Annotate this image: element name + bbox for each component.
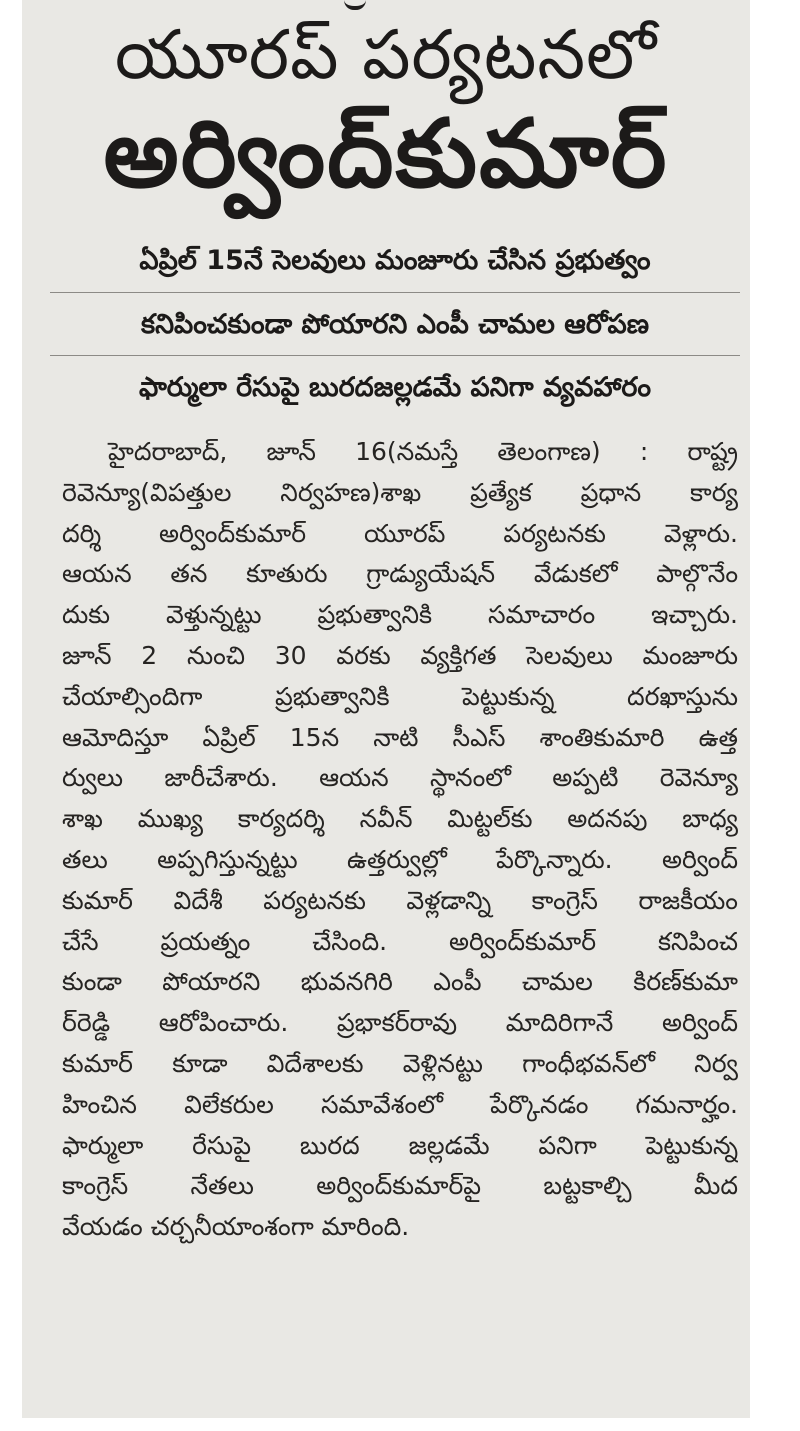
headline-line-2: అర్వింద్‌కుమార్ bbox=[103, 100, 669, 209]
body-line: ఫార్ములా రేసుపై బురద జల్లడమే పనిగా పెట్టుకున్న bbox=[62, 1130, 738, 1160]
body-line: కుండా పోయారని భువనగిరి ఎంపీ చామల కిరణ్‌కుమా bbox=[62, 967, 738, 997]
cut-off-glyph-fragment bbox=[344, 0, 366, 10]
body-line: చేయాల్సిందిగా ప్రభుత్వానికి పెట్టుకున్న దరఖాస్తును bbox=[62, 681, 738, 711]
body-line: ర్వులు జారీచేశారు. ఆయన స్థానంలో అప్పటి రెవెన్యూ bbox=[62, 763, 738, 793]
body-line: హించిన విలేకరుల సమావేశంలో పేర్కొనడం గమనార్హం. bbox=[62, 1089, 738, 1119]
body-line: వేయడం చర్చనీయాంశంగా మారింది. bbox=[62, 1212, 410, 1242]
article-body bbox=[62, 432, 738, 1248]
body-line: శాఖ ముఖ్య కార్యదర్శి నవీన్ మిట్టల్‌కు అదనపు బాధ్య bbox=[62, 804, 738, 834]
body-line: తలు అప్పగిస్తున్నట్టు ఉత్తర్వుల్లో పేర్కొన్నారు. అర్వింద్ bbox=[62, 844, 738, 874]
headline-line-1: యూరప్ పర్యటనలో bbox=[114, 16, 658, 95]
cut-off-previous-text bbox=[22, 0, 750, 12]
body-line: రెవెన్యూ(విపత్తుల నిర్వహణ)శాఖ ప్రత్యేక ప్రధాన కార్య bbox=[62, 477, 738, 507]
body-line: దుకు వెళ్తున్నట్టు ప్రభుత్వానికి సమాచారం ఇచ్చారు. bbox=[62, 600, 738, 630]
body-line: కాంగ్రెస్ నేతలు అర్వింద్‌కుమార్‌పై బట్టకాల్చి మీద bbox=[62, 1171, 738, 1201]
body-line: కుమార్ కూడా విదేశాలకు వెళ్లినట్టు గాంధీభవన్‌లో నిర్వ bbox=[62, 1048, 738, 1078]
deck-divider bbox=[50, 292, 740, 293]
deck-line-2: కనిపించకుండా పోయారని ఎంపీ చామల ఆరోపణ bbox=[140, 309, 650, 340]
body-line: ఆయన తన కూతురు గ్రాడ్యుయేషన్ వేడుకలో పాల్గొనేం bbox=[62, 559, 738, 589]
body-line: దర్శి అర్వింద్‌కుమార్ యూరప్ పర్యటనకు వెళ్లారు. bbox=[62, 518, 738, 548]
deck-line-3: ఫార్ములా రేసుపై బురదజల్లడమే పనిగా వ్యవహారం bbox=[138, 372, 652, 403]
body-line: జూన్ 2 నుంచి 30 వరకు వ్యక్తిగత సెలవులు మంజూరు bbox=[62, 640, 738, 670]
body-line: కుమార్ విదేశీ పర్యటనకు వెళ్లడాన్ని కాంగ్రెస్ రాజకీయం bbox=[62, 885, 738, 915]
body-line: హైదరాబాద్, జూన్ 16(నమస్తే తెలంగాణ) : రాష్ట్ర bbox=[108, 437, 738, 466]
deck-divider bbox=[50, 355, 740, 356]
newspaper-clipping bbox=[22, 0, 750, 1418]
body-line: ఆమోదిస్తూ ఏప్రిల్ 15న నాటి సీఎస్ శాంతికుమారి ఉత్త bbox=[62, 722, 738, 752]
body-line: చేసే ప్రయత్నం చేసింది. అర్వింద్‌కుమార్ కనిపించ bbox=[62, 926, 738, 956]
body-line: ర్‌రెడ్డి ఆరోపించారు. ప్రభాకర్‌రావు మాదిరిగానే అర్వింద్ bbox=[62, 1008, 738, 1038]
deck-line-1: ఏప్రిల్ 15నే సెలవులు మంజూరు చేసిన ప్రభుత్వం bbox=[139, 245, 651, 276]
